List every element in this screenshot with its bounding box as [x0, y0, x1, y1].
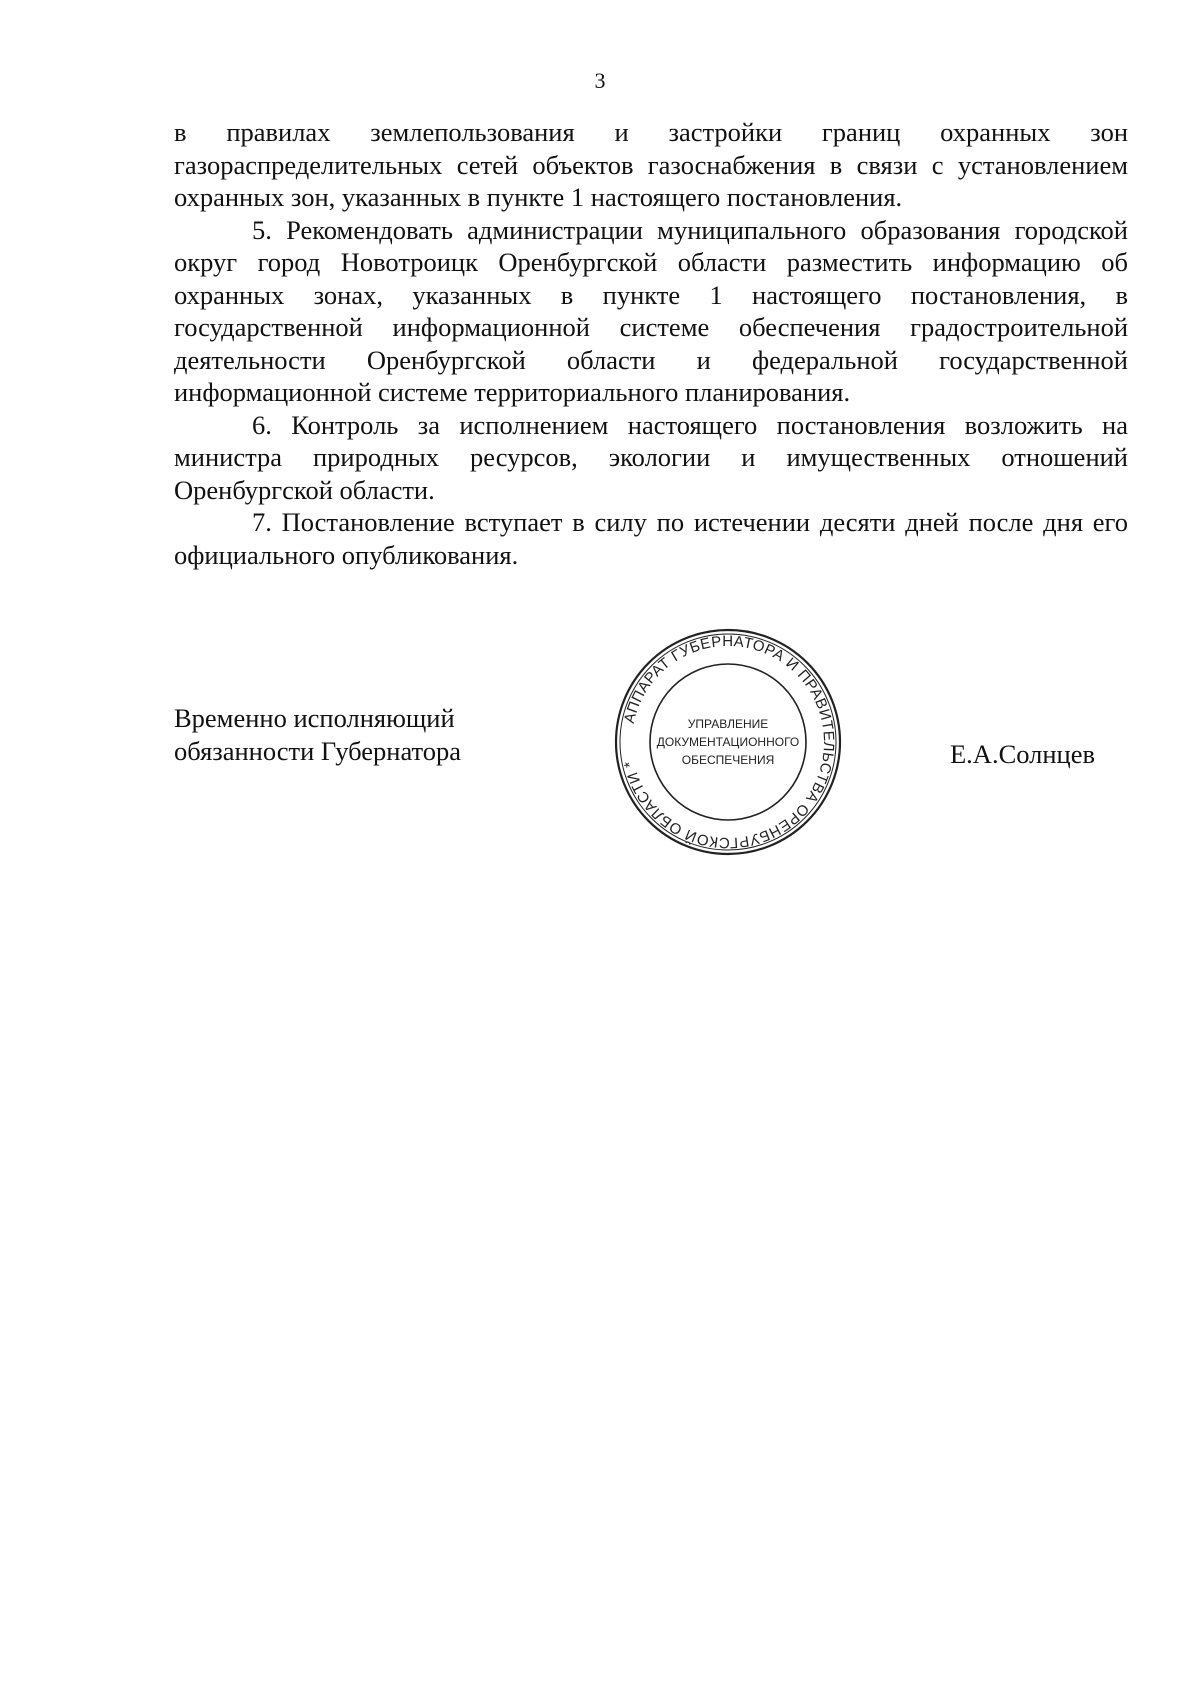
- signatory-position: [174, 702, 461, 768]
- paragraph-item-7: 7. Постановление вступает в силу по истечении десяти дней после дня его официального опубликования.: [174, 507, 1128, 570]
- paragraph-item-5: 5. Рекомендовать администрации муниципального образования городской округ город Новотроицк Оренбургской области разместить информацию об охранных зонах, указанных в пункте 1 настоящего постановления, в государственной информационной системе обеспечения градостроительной деятельности Оренбургской области и федеральной государственной информационной системе территориального планирования.: [174, 214, 1128, 407]
- stamp-center-line-1: УПРАВЛЕНИЕ: [687, 717, 769, 731]
- paragraph-item-6: 6. Контроль за исполнением настоящего постановления возложить на министра природных ресурсов, экологии и имущественных отношений Оренбургской области.: [174, 409, 1128, 505]
- paragraph-continuation: в правилах землепользования и застройки границ охранных зон газораспределительных сетей объектов газоснабжения в связи с установлением охранных зон, указанных в пункте 1 настоящего постановления.: [174, 117, 1128, 212]
- stamp-seal-graphic: [608, 622, 848, 862]
- document-body: [174, 116, 1128, 571]
- stamp-ring-text: АППАРАТ ГУБЕРНАТОРА И ПРАВИТЕЛЬСТВА ОРЕНБУРГСКОЙ ОБЛАСТИ *: [620, 632, 838, 852]
- official-stamp: [608, 622, 848, 862]
- signatory-name: Е.А.Солнцев: [950, 739, 1096, 769]
- stamp-center-line-3: ОБЕСПЕЧЕНИЯ: [681, 753, 775, 767]
- signatory-position-line-2: обязанности Губернатора: [174, 736, 462, 766]
- signatory-position-line-1: Временно исполняющий: [174, 703, 455, 733]
- page-number: 3: [594, 68, 606, 93]
- stamp-center-line-2: ДОКУМЕНТАЦИОННОГО: [656, 735, 800, 749]
